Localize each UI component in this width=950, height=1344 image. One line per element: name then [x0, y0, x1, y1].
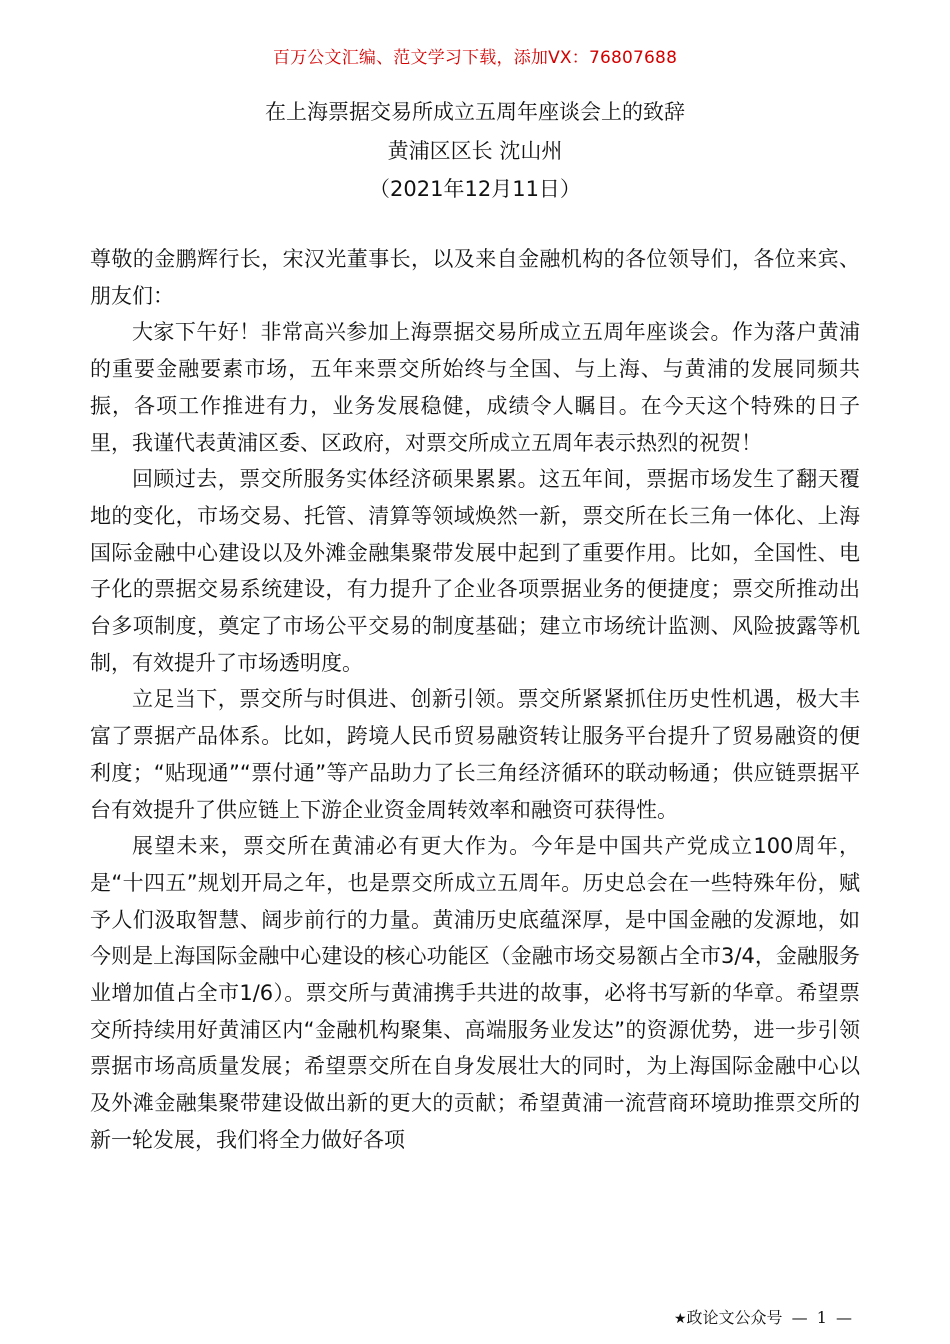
document-date: （2021年12月11日） — [369, 177, 581, 201]
document-author: 黄浦区区长 沈山州 — [387, 139, 563, 163]
footer-source: 政论文公众号 — [686, 1308, 783, 1327]
page-footer — [674, 1306, 854, 1331]
page-number: — 1 — — [791, 1308, 854, 1327]
paragraph-4: 展望未来，票交所在黄浦必有更大作为。今年是中国共产党成立100周年，是“十四五”规划开局之年，也是票交所成立五周年。历史总会在一些特殊年份，赋予人们汲取智慧、阔步前行的力量。黄浦历史底蕴深厚，是中国金融的发源地，如今则是上海国际金融中心建设的核心功能区（金融市场交易额占全市3/4，金融服务业增加值占全市1/6）。票交所与黄浦携手共进的故事，必将书写新的华章。希望票交所持续用好黄浦区内“金融机构聚集、高端服务业发达”的资源优势，进一步引领票据市场高质量发展；希望票交所在自身发展壮大的同时，为上海国际金融中心以及外滩金融集聚带建设做出新的更大的贡献；希望黄浦一流营商环境助推票交所的新一轮发展，我们将全力做好各项 — [90, 834, 860, 1152]
star-icon: ★ — [673, 1311, 687, 1327]
paragraph-3: 立足当下，票交所与时俱进、创新引领。票交所紧紧抓住历史性机遇，极大丰富了票据产品体系。比如，跨境人民币贸易融资转让服务平台提升了贸易融资的便利度；“贴现通”“票付通”等产品助力了长三角经济循环的联动畅通；供应链票据平台有效提升了供应链上下游企业资金周转效率和融资可获得性。 — [90, 687, 860, 822]
salutation: 尊敬的金鹏辉行长，宋汉光董事长，以及来自金融机构的各位领导们，各位来宾、朋友们： — [90, 247, 860, 308]
watermark-banner: 百万公文汇编、范文学习下载，添加VX：76807688 — [272, 48, 678, 68]
document-title: 在上海票据交易所成立五周年座谈会上的致辞 — [265, 100, 685, 124]
paragraph-2: 回顾过去，票交所服务实体经济硕果累累。这五年间，票据市场发生了翻天覆地的变化，市场交易、托管、清算等领域焕然一新，票交所在长三角一体化、上海国际金融中心建设以及外滩金融集聚带发展中起到了重要作用。比如，全国性、电子化的票据交易系统建设，有力提升了企业各项票据业务的便捷度；票交所推动出台多项制度，奠定了市场公平交易的制度基础；建立市场统计监测、风险披露等机制，有效提升了市场透明度。 — [90, 467, 860, 675]
document-body — [90, 241, 860, 1159]
paragraph-1: 大家下午好！非常高兴参加上海票据交易所成立五周年座谈会。作为落户黄浦的重要金融要素市场，五年来票交所始终与全国、与上海、与黄浦的发展同频共振，各项工作推进有力，业务发展稳健，成绩令人瞩目。在今天这个特殊的日子里，我谨代表黄浦区委、区政府，对票交所成立五周年表示热烈的祝贺！ — [90, 320, 860, 455]
